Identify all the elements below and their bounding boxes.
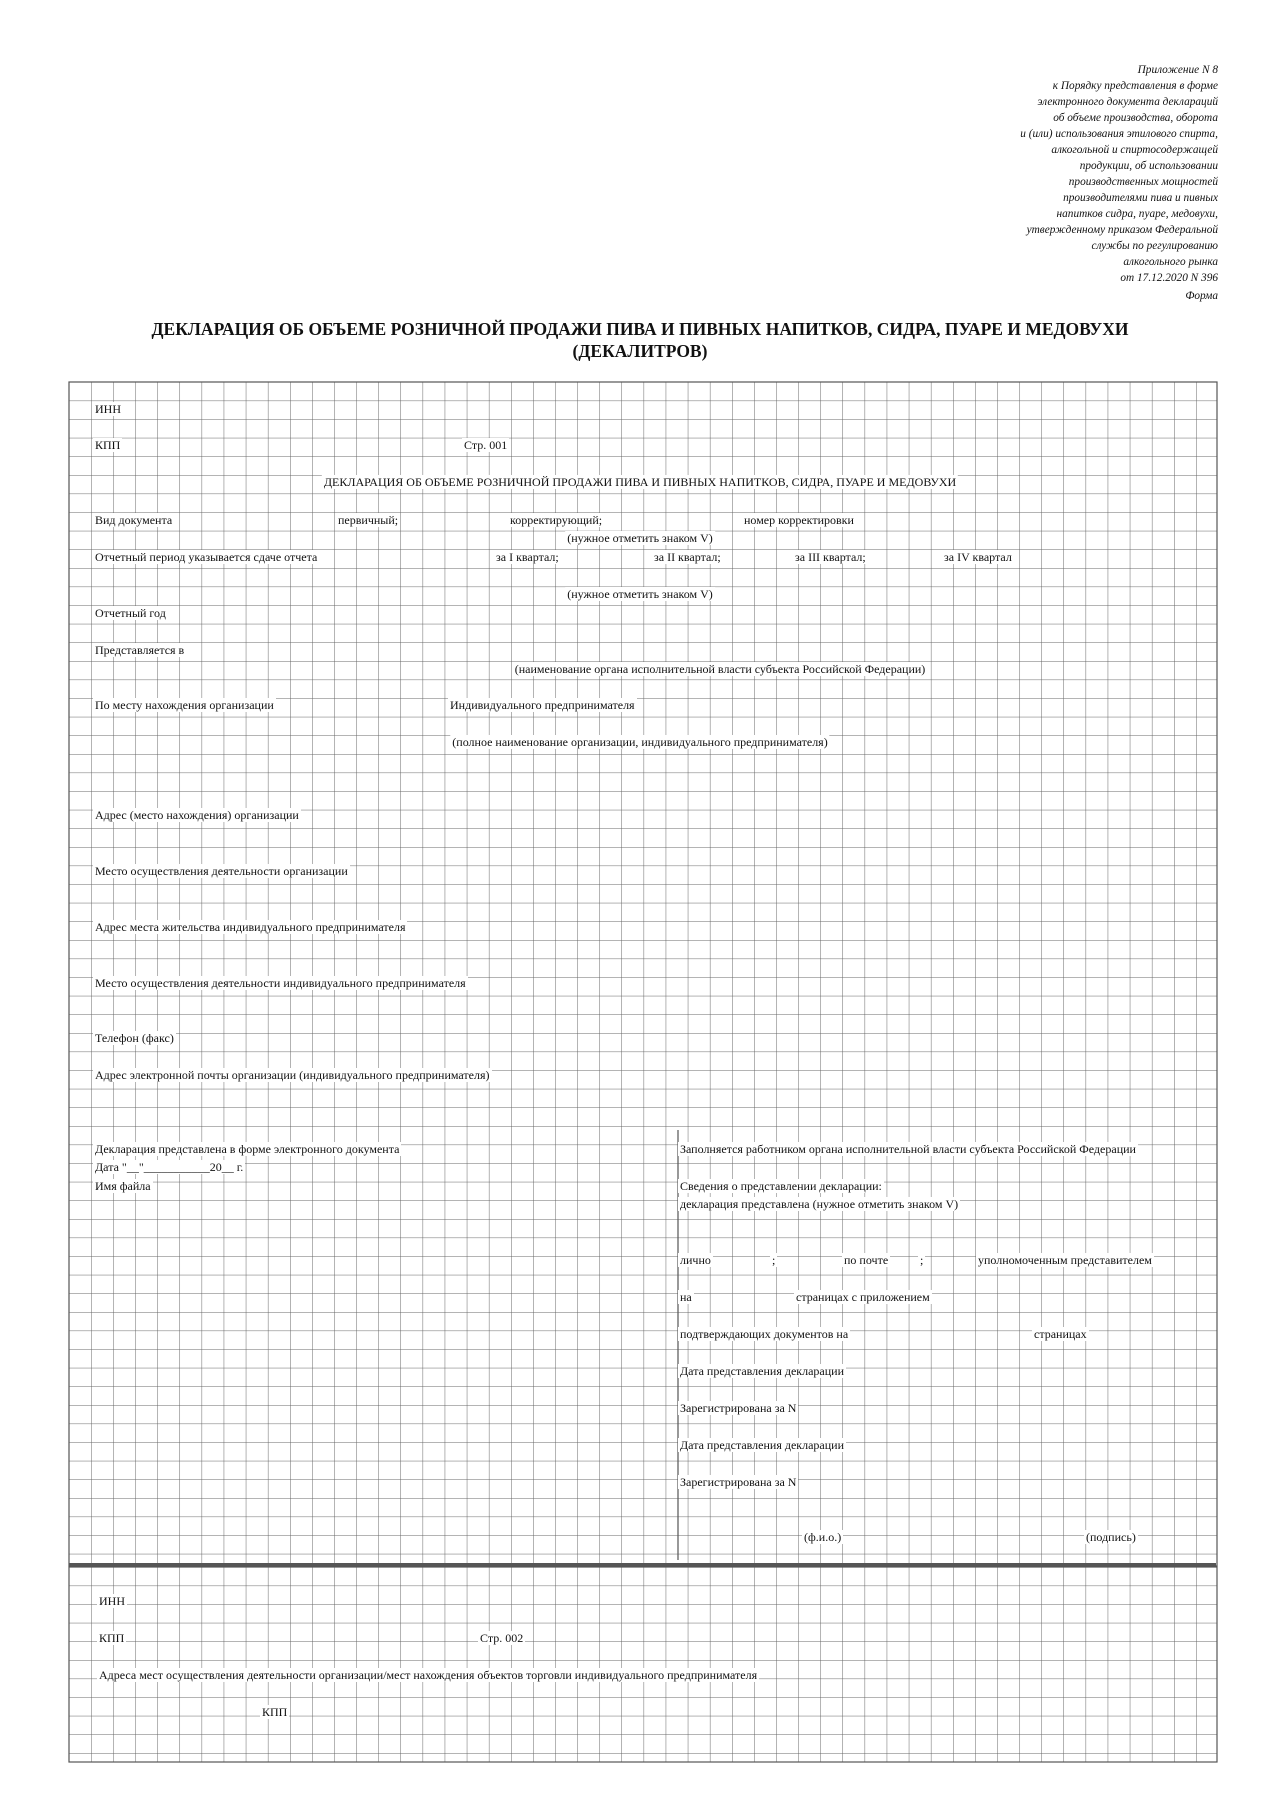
page-number-2: Стр. 002 <box>480 1631 524 1645</box>
individual-label: Индивидуального предпринимателя <box>450 698 635 712</box>
kpp-label: КПП <box>95 438 121 452</box>
pages-label: страницах <box>1034 1327 1087 1341</box>
info-label: Сведения о представлении декларации: <box>680 1179 882 1193</box>
correction-number-label: номер корректировки <box>744 513 854 527</box>
fullname-hint: (полное наименование организации, индивидуального предпринимателя) <box>452 735 828 749</box>
appendix-line: утвержденному приказом Федеральной <box>1026 224 1218 236</box>
separator-2: ; <box>920 1253 924 1267</box>
mark-hint-2: (нужное отметить знаком V) <box>567 587 713 601</box>
title-subline: (ДЕКАЛИТРОВ) <box>572 341 708 361</box>
mark-hint: (нужное отметить знаком V) <box>567 531 713 545</box>
section-header: ДЕКЛАРАЦИЯ ОБ ОБЪЕМЕ РОЗНИЧНОЙ ПРОДАЖИ ПИВА И ПИВНЫХ НАПИТКОВ, СИДРА, ПУАРЕ И МЕДОВУХИ <box>323 475 957 489</box>
supporting-docs-label: подтверждающих документов на <box>680 1327 849 1341</box>
filled-by-label: Заполняется работником органа исполнительной власти субъекта Российской Федерации <box>680 1142 1136 1156</box>
date-label: Дата "__"___________20__ г. <box>95 1160 244 1174</box>
on-label: на <box>680 1290 692 1304</box>
grid-page-2 <box>69 1567 1217 1762</box>
appendix-line: от 17.12.2020 N 396 <box>1120 272 1218 284</box>
personally-option[interactable]: лично <box>680 1253 711 1267</box>
submission-date-label: Дата представления декларации <box>680 1364 845 1378</box>
inn-label: ИНН <box>95 402 121 416</box>
registered-label: Зарегистрирована за N <box>680 1401 797 1415</box>
appendix-line: электронного документа деклараций <box>1037 96 1218 108</box>
quarter-2-option[interactable]: за II квартал; <box>654 550 721 564</box>
appendix-line: Приложение N 8 <box>1137 64 1218 76</box>
by-representative-option[interactable]: уполномоченным представителем <box>978 1253 1152 1267</box>
submitted-to-label: Представляется в <box>95 643 185 657</box>
phone-label: Телефон (факс) <box>95 1031 174 1045</box>
appendix-line: продукции, об использовании <box>1079 160 1218 172</box>
by-post-option[interactable]: по почте <box>844 1253 889 1267</box>
filename-label: Имя файла <box>95 1179 151 1193</box>
registered-label-2: Зарегистрирована за N <box>680 1475 797 1489</box>
separator-1: ; <box>772 1253 776 1267</box>
appendix-line: производственных мощностей <box>1068 176 1218 188</box>
form-label: Форма <box>1185 290 1218 302</box>
authority-hint: (наименование органа исполнительной власти субъекта Российской Федерации) <box>514 662 926 676</box>
quarter-4-option[interactable]: за IV квартал <box>944 550 1012 564</box>
kpp-label-page-2: КПП <box>99 1631 125 1645</box>
inn-label-page-2: ИНН <box>99 1594 125 1608</box>
pages-with-label: страницах с приложением <box>796 1290 930 1304</box>
primary-option[interactable]: первичный; <box>338 513 399 527</box>
appendix-line: напитков сидра, пуаре, медовухи, <box>1056 208 1218 220</box>
org-address-label: Адрес (место нахождения) организации <box>95 808 299 822</box>
appendix-line: алкогольной и спиртосодержащей <box>1051 144 1218 156</box>
year-label: Отчетный год <box>95 606 166 620</box>
ie-address-label: Адрес места жительства индивидуального предпринимателя <box>95 920 406 934</box>
addresses-label: Адреса мест осуществления деятельности организации/мест нахождения объектов торговли индивидуального предпринимателя <box>99 1668 758 1682</box>
appendix-line: к Порядку представления в форме <box>1052 80 1218 92</box>
submission-date-label-2: Дата представления декларации <box>680 1438 845 1452</box>
ie-activity-label: Место осуществления деятельности индивидуального предпринимателя <box>95 976 466 990</box>
appendix-line: алкогольного рынка <box>1123 256 1218 268</box>
org-activity-label: Место осуществления деятельности организации <box>95 864 348 878</box>
page-number: Стр. 001 <box>464 438 508 452</box>
submitted-mark-label: декларация представлена (нужное отметить знаком V) <box>680 1197 959 1211</box>
quarter-3-option[interactable]: за III квартал; <box>795 550 866 564</box>
appendix-line: службы по регулированию <box>1091 240 1218 252</box>
title-line: ДЕКЛАРАЦИЯ ОБ ОБЪЕМЕ РОЗНИЧНОЙ ПРОДАЖИ ПИВА И ПИВНЫХ НАПИТКОВ, СИДРА, ПУАРЕ И МЕДОВУХИ <box>151 319 1129 339</box>
signature-hint: (подпись) <box>1086 1530 1136 1544</box>
appendix-line: производителями пива и пивных <box>1063 192 1218 204</box>
fio-hint: (ф.и.о.) <box>804 1530 842 1544</box>
kpp-label-page-2-row: КПП <box>262 1705 288 1719</box>
appendix-line: об объеме производства, оборота <box>1053 112 1218 124</box>
by-location-label: По месту нахождения организации <box>95 698 274 712</box>
appendix-line: и (или) использования этилового спирта, <box>1020 128 1218 140</box>
period-label: Отчетный период указывается сдаче отчета <box>95 550 318 564</box>
doc-type-label: Вид документа <box>95 513 173 527</box>
email-label: Адрес электронной почты организации (индивидуального предпринимателя) <box>95 1068 490 1082</box>
corrective-option[interactable]: корректирующий; <box>510 513 603 527</box>
page-separator <box>69 1563 1216 1566</box>
electronic-form-label: Декларация представлена в форме электронного документа <box>95 1142 400 1156</box>
quarter-1-option[interactable]: за I квартал; <box>496 550 559 564</box>
